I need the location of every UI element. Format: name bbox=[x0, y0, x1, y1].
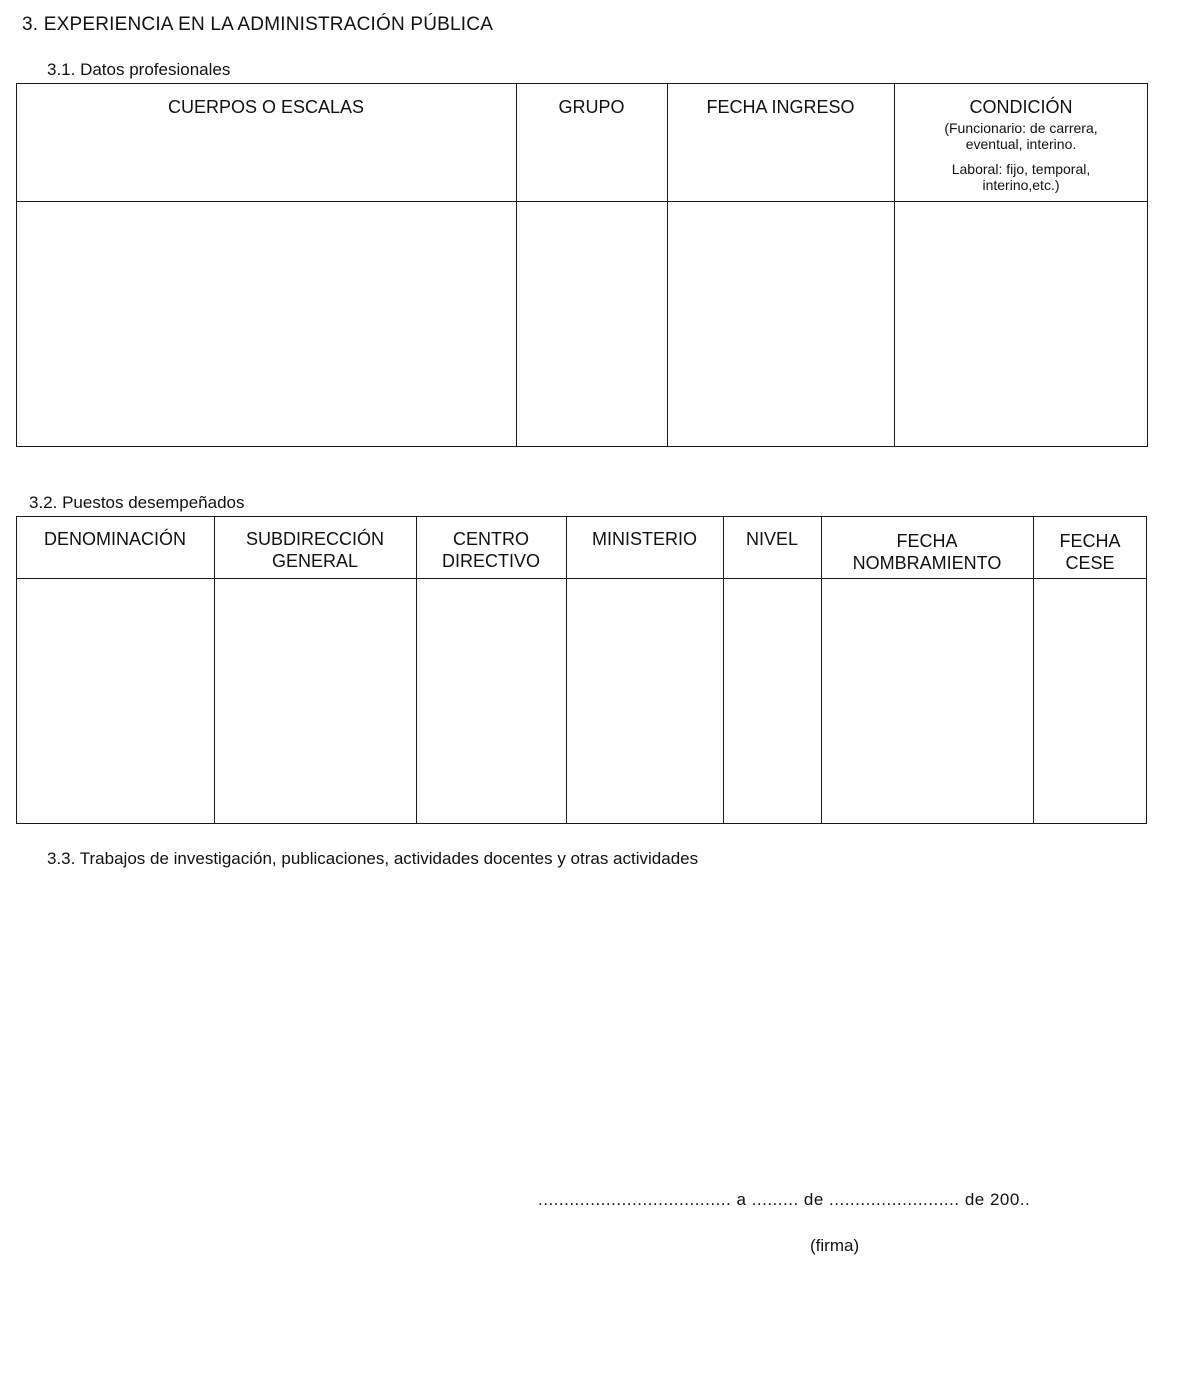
input-grupo-cell[interactable] bbox=[517, 202, 667, 447]
trabajos-title: 3.3. Trabajos de investigación, publicaciones, actividades docentes y otras actividades bbox=[47, 849, 699, 868]
header-grupo: GRUPO bbox=[558, 97, 625, 117]
header-condicion-note-funcionario: (Funcionario: de carrera, eventual, interino. bbox=[944, 120, 1098, 152]
signature-firma-label: (firma) bbox=[810, 1236, 860, 1255]
header-cuerpos: CUERPOS O ESCALAS bbox=[167, 97, 365, 117]
input-centro-directivo-cell[interactable] bbox=[417, 579, 566, 824]
section-title: 3. EXPERIENCIA EN LA ADMINISTRACIÓN PÚBLICA bbox=[22, 14, 494, 35]
header-fecha-cese: FECHA CESE bbox=[1059, 531, 1121, 573]
header-ministerio: MINISTERIO bbox=[591, 529, 697, 549]
header-subdireccion: SUBDIRECCIÓN GENERAL bbox=[245, 529, 384, 571]
input-cuerpos-cell[interactable] bbox=[16, 202, 516, 447]
trabajos-text-area[interactable] bbox=[16, 880, 1147, 1170]
header-fecha-nombramiento: FECHA NOMBRAMIENTO bbox=[852, 531, 1002, 573]
header-condicion-note-laboral: Laboral: fijo, temporal, interino,etc.) bbox=[951, 161, 1091, 193]
signature-date-line: ..................................... a ......... de ......................... de 200.. bbox=[538, 1190, 1031, 1209]
input-nivel-cell[interactable] bbox=[724, 579, 821, 824]
header-centro-directivo: CENTRO DIRECTIVO bbox=[441, 529, 540, 571]
input-fecha-cese-cell[interactable] bbox=[1034, 579, 1147, 824]
input-fecha-nombramiento-cell[interactable] bbox=[822, 579, 1033, 824]
input-ministerio-cell[interactable] bbox=[567, 579, 723, 824]
input-subdireccion-cell[interactable] bbox=[215, 579, 416, 824]
puestos-title: 3.2. Puestos desempeñados bbox=[29, 493, 245, 512]
header-nivel: NIVEL bbox=[745, 529, 799, 549]
input-denominacion-cell[interactable] bbox=[16, 579, 214, 824]
input-condicion-cell[interactable] bbox=[895, 202, 1148, 447]
header-denominacion: DENOMINACIÓN bbox=[43, 529, 186, 549]
datos-profesionales-title: 3.1. Datos profesionales bbox=[47, 60, 231, 79]
header-fecha-ingreso: FECHA INGRESO bbox=[706, 97, 855, 117]
header-condicion: CONDICIÓN bbox=[969, 97, 1073, 117]
input-fecha-ingreso-cell[interactable] bbox=[668, 202, 894, 447]
